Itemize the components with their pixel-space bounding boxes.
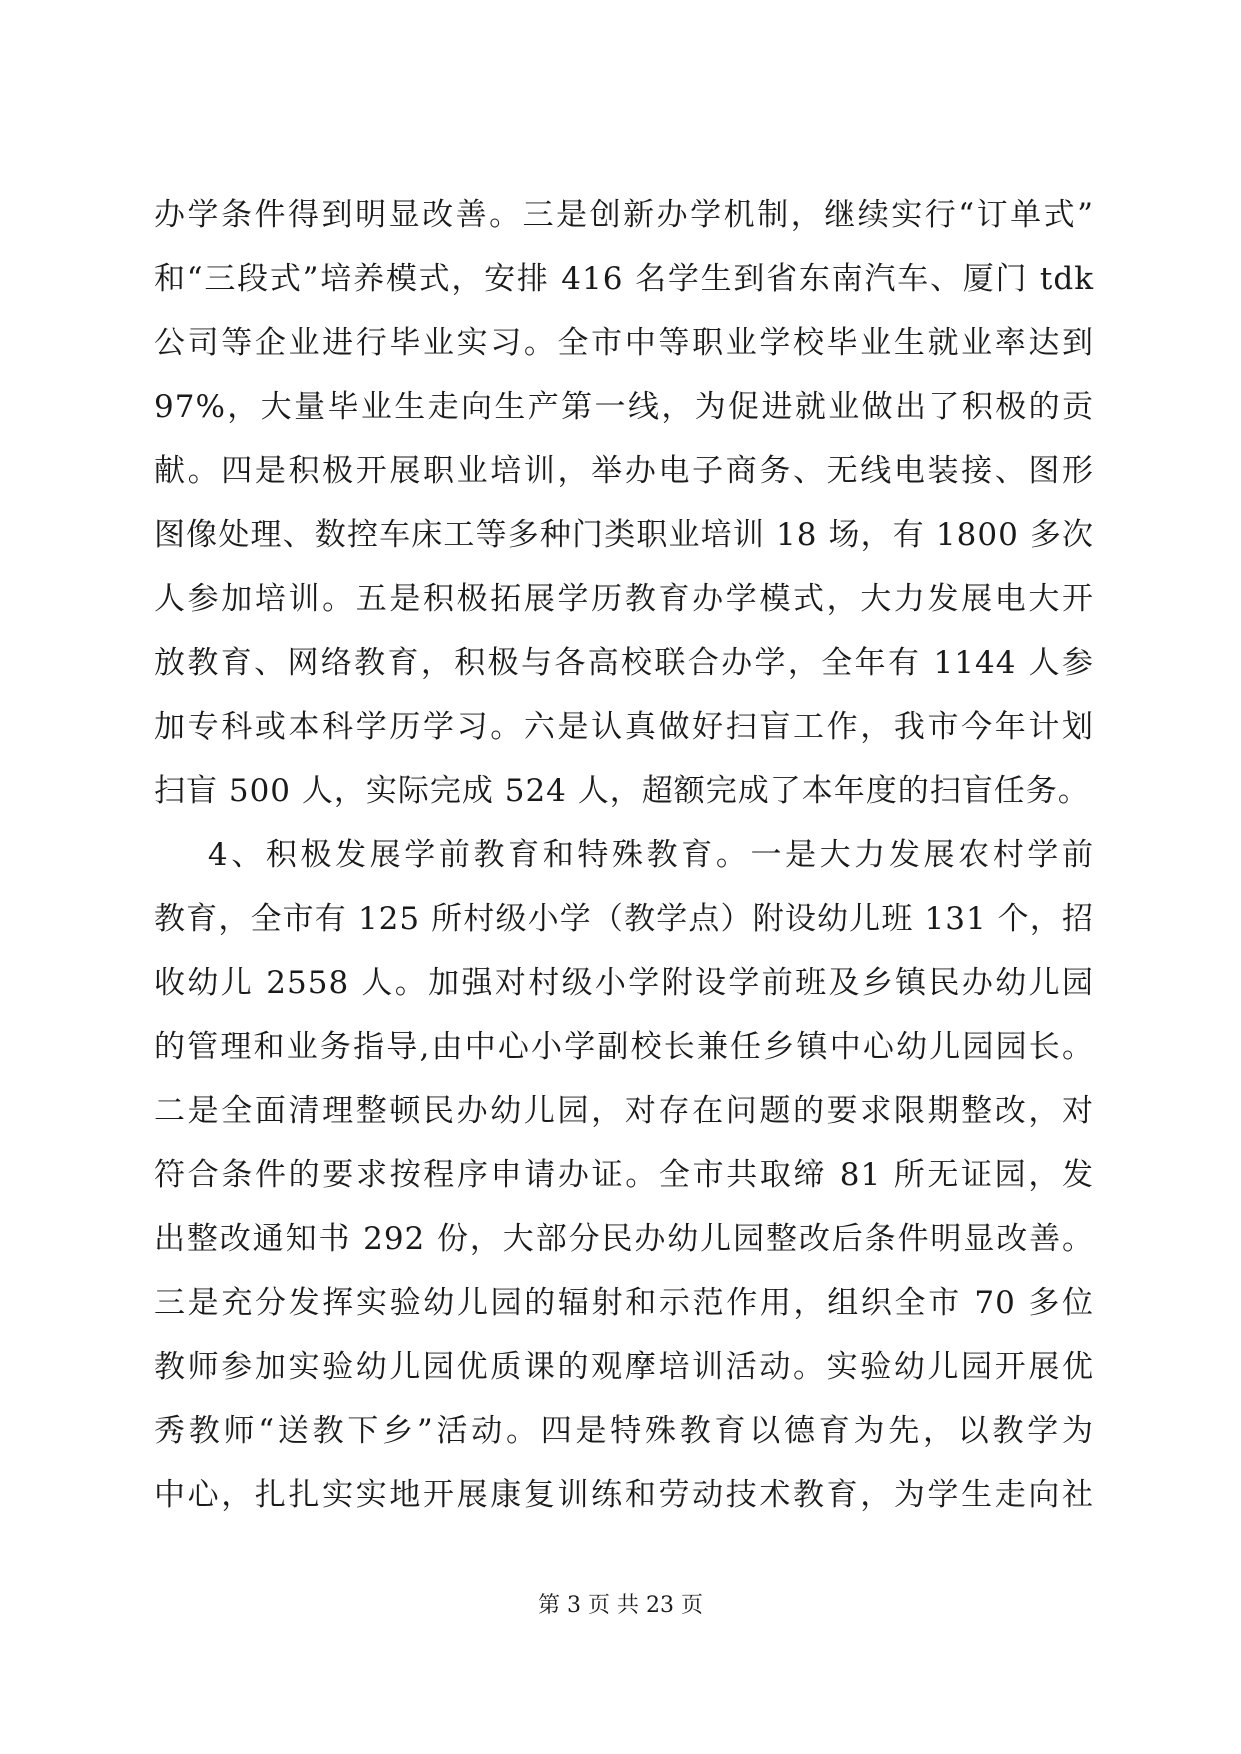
text-line: 三是充分发挥实验幼儿园的辐射和示范作用，组织全市 70 多位 xyxy=(154,1285,1094,1321)
text-line: 扫盲 500 人，实际完成 524 人，超额完成了本年度的扫盲任务。 xyxy=(154,773,1090,809)
text-line: 97%，大量毕业生走向生产第一线，为促进就业做出了积极的贡 xyxy=(154,389,1094,425)
text-line: 加专科或本科学历学习。六是认真做好扫盲工作，我市今年计划 xyxy=(154,709,1094,745)
text-line: 人参加培训。五是积极拓展学历教育办学模式，大力发展电大开 xyxy=(154,581,1094,617)
text-line: 收幼儿 2558 人。加强对村级小学附设学前班及乡镇民办幼儿园 xyxy=(154,965,1094,1001)
text-line: 和“三段式”培养模式，安排 416 名学生到省东南汽车、厦门 tdk xyxy=(154,261,1094,297)
text-line: 二是全面清理整顿民办幼儿园，对存在问题的要求限期整改，对 xyxy=(154,1093,1094,1129)
text-line: 献。四是积极开展职业培训，举办电子商务、无线电装接、图形 xyxy=(154,453,1094,489)
text-line: 办学条件得到明显改善。三是创新办学机制，继续实行“订单式” xyxy=(154,197,1094,233)
text-line: 的管理和业务指导,由中心小学副校长兼任乡镇中心幼儿园园长。 xyxy=(154,1029,1094,1065)
text-line: 出整改通知书 292 份，大部分民办幼儿园整改后条件明显改善。 xyxy=(154,1221,1094,1257)
paragraph-heading-line: 4、积极发展学前教育和特殊教育。一是大力发展农村学前 xyxy=(154,837,1094,873)
text-line: 秀教师“送教下乡”活动。四是特殊教育以德育为先，以教学为 xyxy=(154,1413,1094,1449)
text-line: 放教育、网络教育，积极与各高校联合办学，全年有 1144 人参 xyxy=(154,645,1094,681)
text-line: 中心，扎扎实实地开展康复训练和劳动技术教育，为学生走向社 xyxy=(154,1477,1094,1513)
page-number: 第 3 页 共 23 页 xyxy=(538,1593,703,1618)
text-line: 教育，全市有 125 所村级小学（教学点）附设幼儿班 131 个，招 xyxy=(154,901,1094,937)
text-line: 图像处理、数控车床工等多种门类职业培训 18 场，有 1800 多次 xyxy=(154,517,1094,553)
text-line: 符合条件的要求按程序申请办证。全市共取缔 81 所无证园，发 xyxy=(154,1157,1094,1193)
text-line: 公司等企业进行毕业实习。全市中等职业学校毕业生就业率达到 xyxy=(154,325,1094,361)
page-footer xyxy=(0,1591,1241,1621)
text-line: 教师参加实验幼儿园优质课的观摩培训活动。实验幼儿园开展优 xyxy=(154,1349,1094,1385)
document-body xyxy=(154,183,1094,1527)
